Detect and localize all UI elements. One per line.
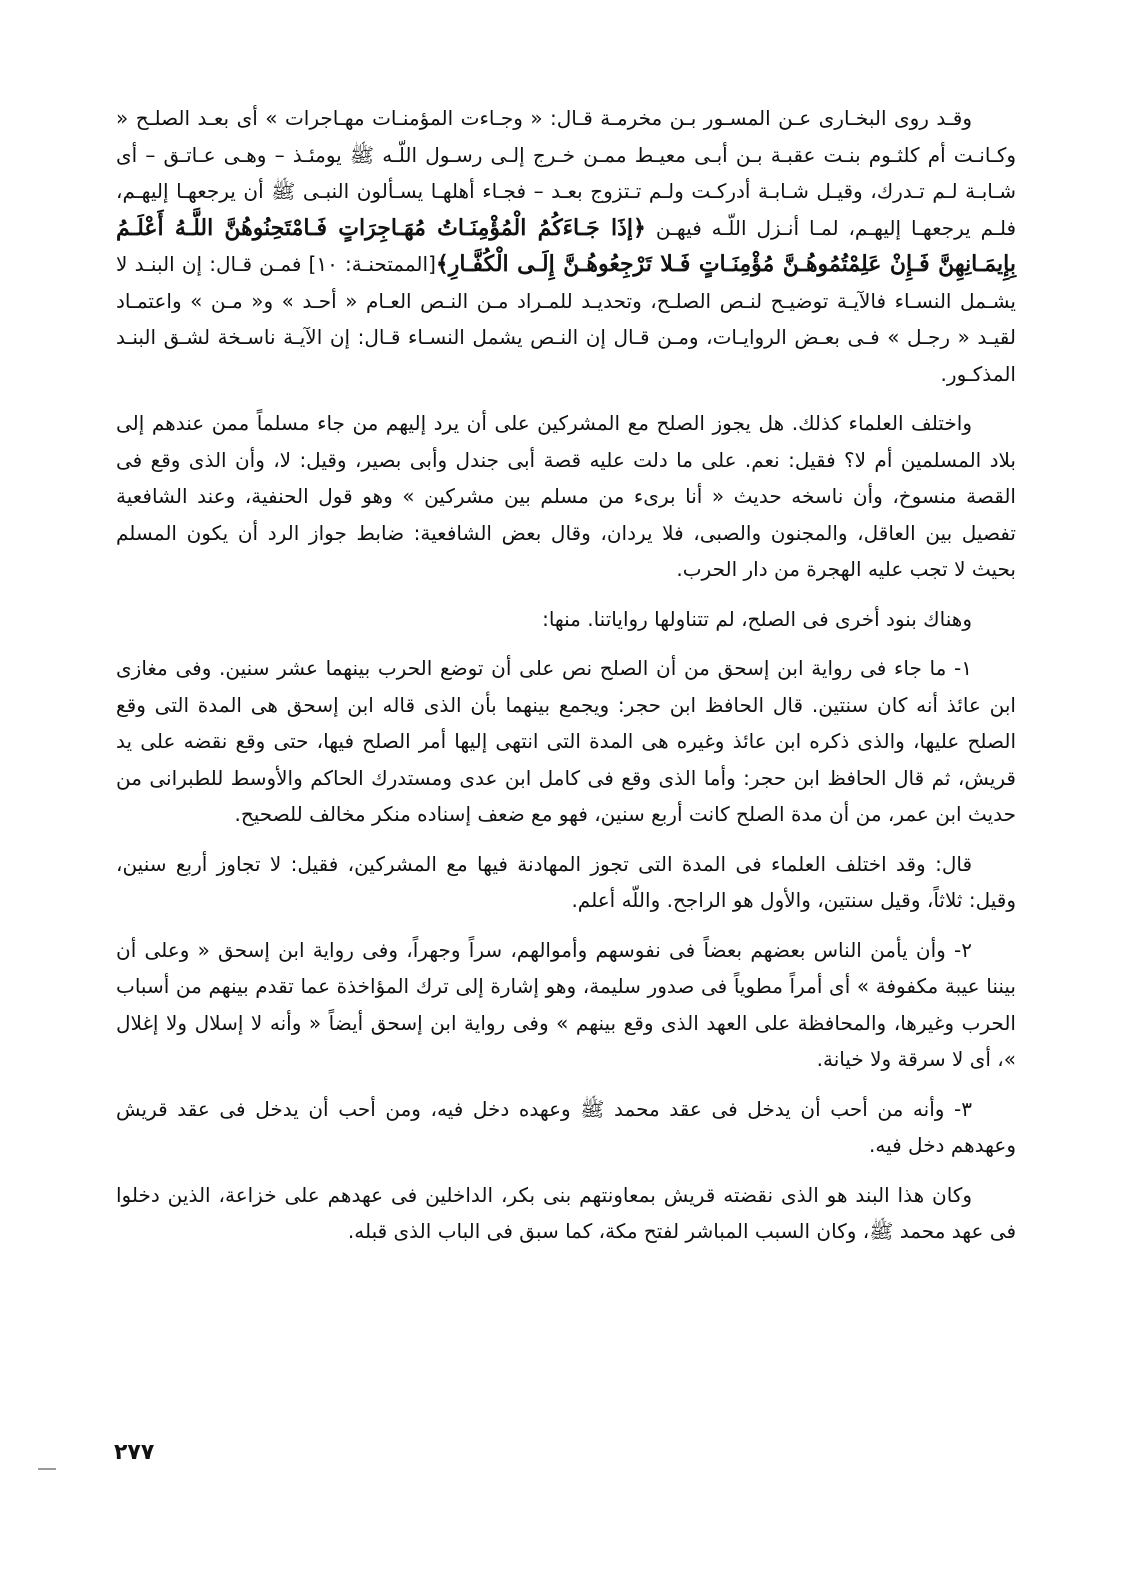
paragraph-4-item-1: ١- ما جاء فى رواية ابن إسحق من أن الصلح نص على أن توضع الحرب بينهما عشر سنين. وفى مغازى ابن عائذ أنه كان سنتين. قال الحافظ ابن حجر: ويجمع بينهما بأن الذى قاله ابن إسحق هى المدة التى وقع الصلح عليها، والذى ذكره ابن عائذ وغيره هى المدة التى انتهى إليها أمر الصلح فيها، حتى وقع نقضه على يد قريش، ثم قال الحافظ ابن حجر: وأما الذى وقع فى كامل ابن عدى ومستدرك الحاكم والأوسط للطبرانى من حديث ابن عمر، من أن مدة الصلح كانت أربع سنين، فهو مع ضعف إسناده منكر مخالف للصحيح. — [116, 656, 1016, 826]
paragraph-6-item-2: ٢- وأن يأمن الناس بعضهم بعضاً فى نفوسهم وأموالهم، سراً وجهراً، وفى رواية ابن إسحق « وعلى أن بيننا عيبة مكفوفة » أى أمراً مطوياً فى صدور سليمة، وهو إشارة إلى ترك المؤاخذة عما تقدم بينهم من أسباب الحرب وغيرها، والمحافظة على العهد الذى وقع بينهم » وفى رواية ابن إسحق أيضاً « وأنه لا إسلال ولا إغلال »، أى لا سرقة ولا خيانة. — [116, 937, 1016, 1071]
paragraph-1-intro: وقـد روى البخـارى عـن المسـور بـن مخرمـة قـال: « وجـاءت المؤمنـات مهـاجرات » أى بعـد الصلـح « وكـانـت أم كلثـوم بنـت عقبـة بـن أبـى معيـط ممـن خـرج إلـى رسـول اللّـه ﷺ يومئـذ – وهـى عـاتـق – أى شـابـة لـم تـدرك، وقيـل شـابـة أدركـت ولـم تـتزوج بعـد – فجـاء أهلهـا يسـألون النبـى ﷺ أن يرجعهـا إليهـم، فلـم يرجعهـا إليهـم، لمـا أنـزل اللّـه فيهـن — [116, 106, 1017, 240]
paragraph-2: واختلف العلماء كذلك. هل يجوز الصلح مع المشركين على أن يرد إليهم من جاء مسلماً ممن عندهم إلى بلاد المسلمين أم لا؟ فقيل: نعم. على ما دلت عليه قصة أبى جندل وأبى بصير، وقيل: لا، وأن الذى وقع فى القصة منسوخ، وأن ناسخه حديث « أنا برىء من مسلم بين مشركين » وهو قول الحنفية، وعند الشافعية تفصيل بين العاقل، والمجنون والصبى، فلا يردان، وقال بعض الشافعية: ضابط جواز الرد أن يكون المسلم بحيث لا تجب عليه الهجرة من دار الحرب. — [116, 411, 1016, 581]
page-number: ٢٧٧ — [114, 1440, 155, 1465]
paragraph-1-continuation: [الممتحنـة: ١٠] فمـن قـال: إن البنـد لا يشـمل النسـاء فالآيـة توضيـح لنـص الصلـح، وتحديـد للمـراد مـن النـص العـام « أحـد » و« مـن » واعتمـاد لقيـد « رجـل » فـى بعـض الروايـات، ومـن قـال إن النـص يشمل النسـاء قـال: إن الآيـة ناسـخة لشـق البنـد المذكـور. — [116, 252, 1016, 386]
paragraph-3: وهناك بنود أخرى فى الصلح، لم تتناولها رواياتنا. منها: — [542, 606, 972, 631]
paragraph-8: وكان هذا البند هو الذى نقضته قريش بمعاونتهم بنى بكر، الداخلين فى عهدهم على خزاعة، الذين دخلوا فى عهد محمد ﷺ، وكان السبب المباشر لفتح مكة، كما سبق فى الباب الذى قبله. — [116, 1182, 1016, 1243]
quran-verse: ﴿إذَا جَـاءَكُمُ الْمُؤْمِنَـاتُ مُهَـاجِرَاتٍ فَـامْتَحِنُوهُنَّ اللَّـهُ أَعْلَـمُ بِإِيمَـانِهِنَّ فَـإِنْ عَلِمْتُمُوهُـنَّ مُؤْمِنَـاتٍ فَـلا تَرْجِعُوهُـنَّ إِلَـى الْكُفَّـارِ﴾ — [116, 214, 1016, 277]
paragraph-7-item-3: ٣- وأنه من أحب أن يدخل فى عقد محمد ﷺ وعهده دخل فيه، ومن أحب أن يدخل فى عقد قريش وعهدهم دخل فيه. — [116, 1096, 1016, 1157]
scan-mark — [38, 1468, 56, 1470]
paragraph-1 — [116, 100, 1016, 392]
body-text — [116, 100, 1016, 1263]
paragraph-5: قال: وقد اختلف العلماء فى المدة التى تجوز المهادنة فيها مع المشركين، فقيل: لا تجاوز أربع سنين، وقيل: ثلاثاً، وقيل سنتين، والأول هو الراجح. واللّه أعلم. — [116, 851, 1016, 912]
